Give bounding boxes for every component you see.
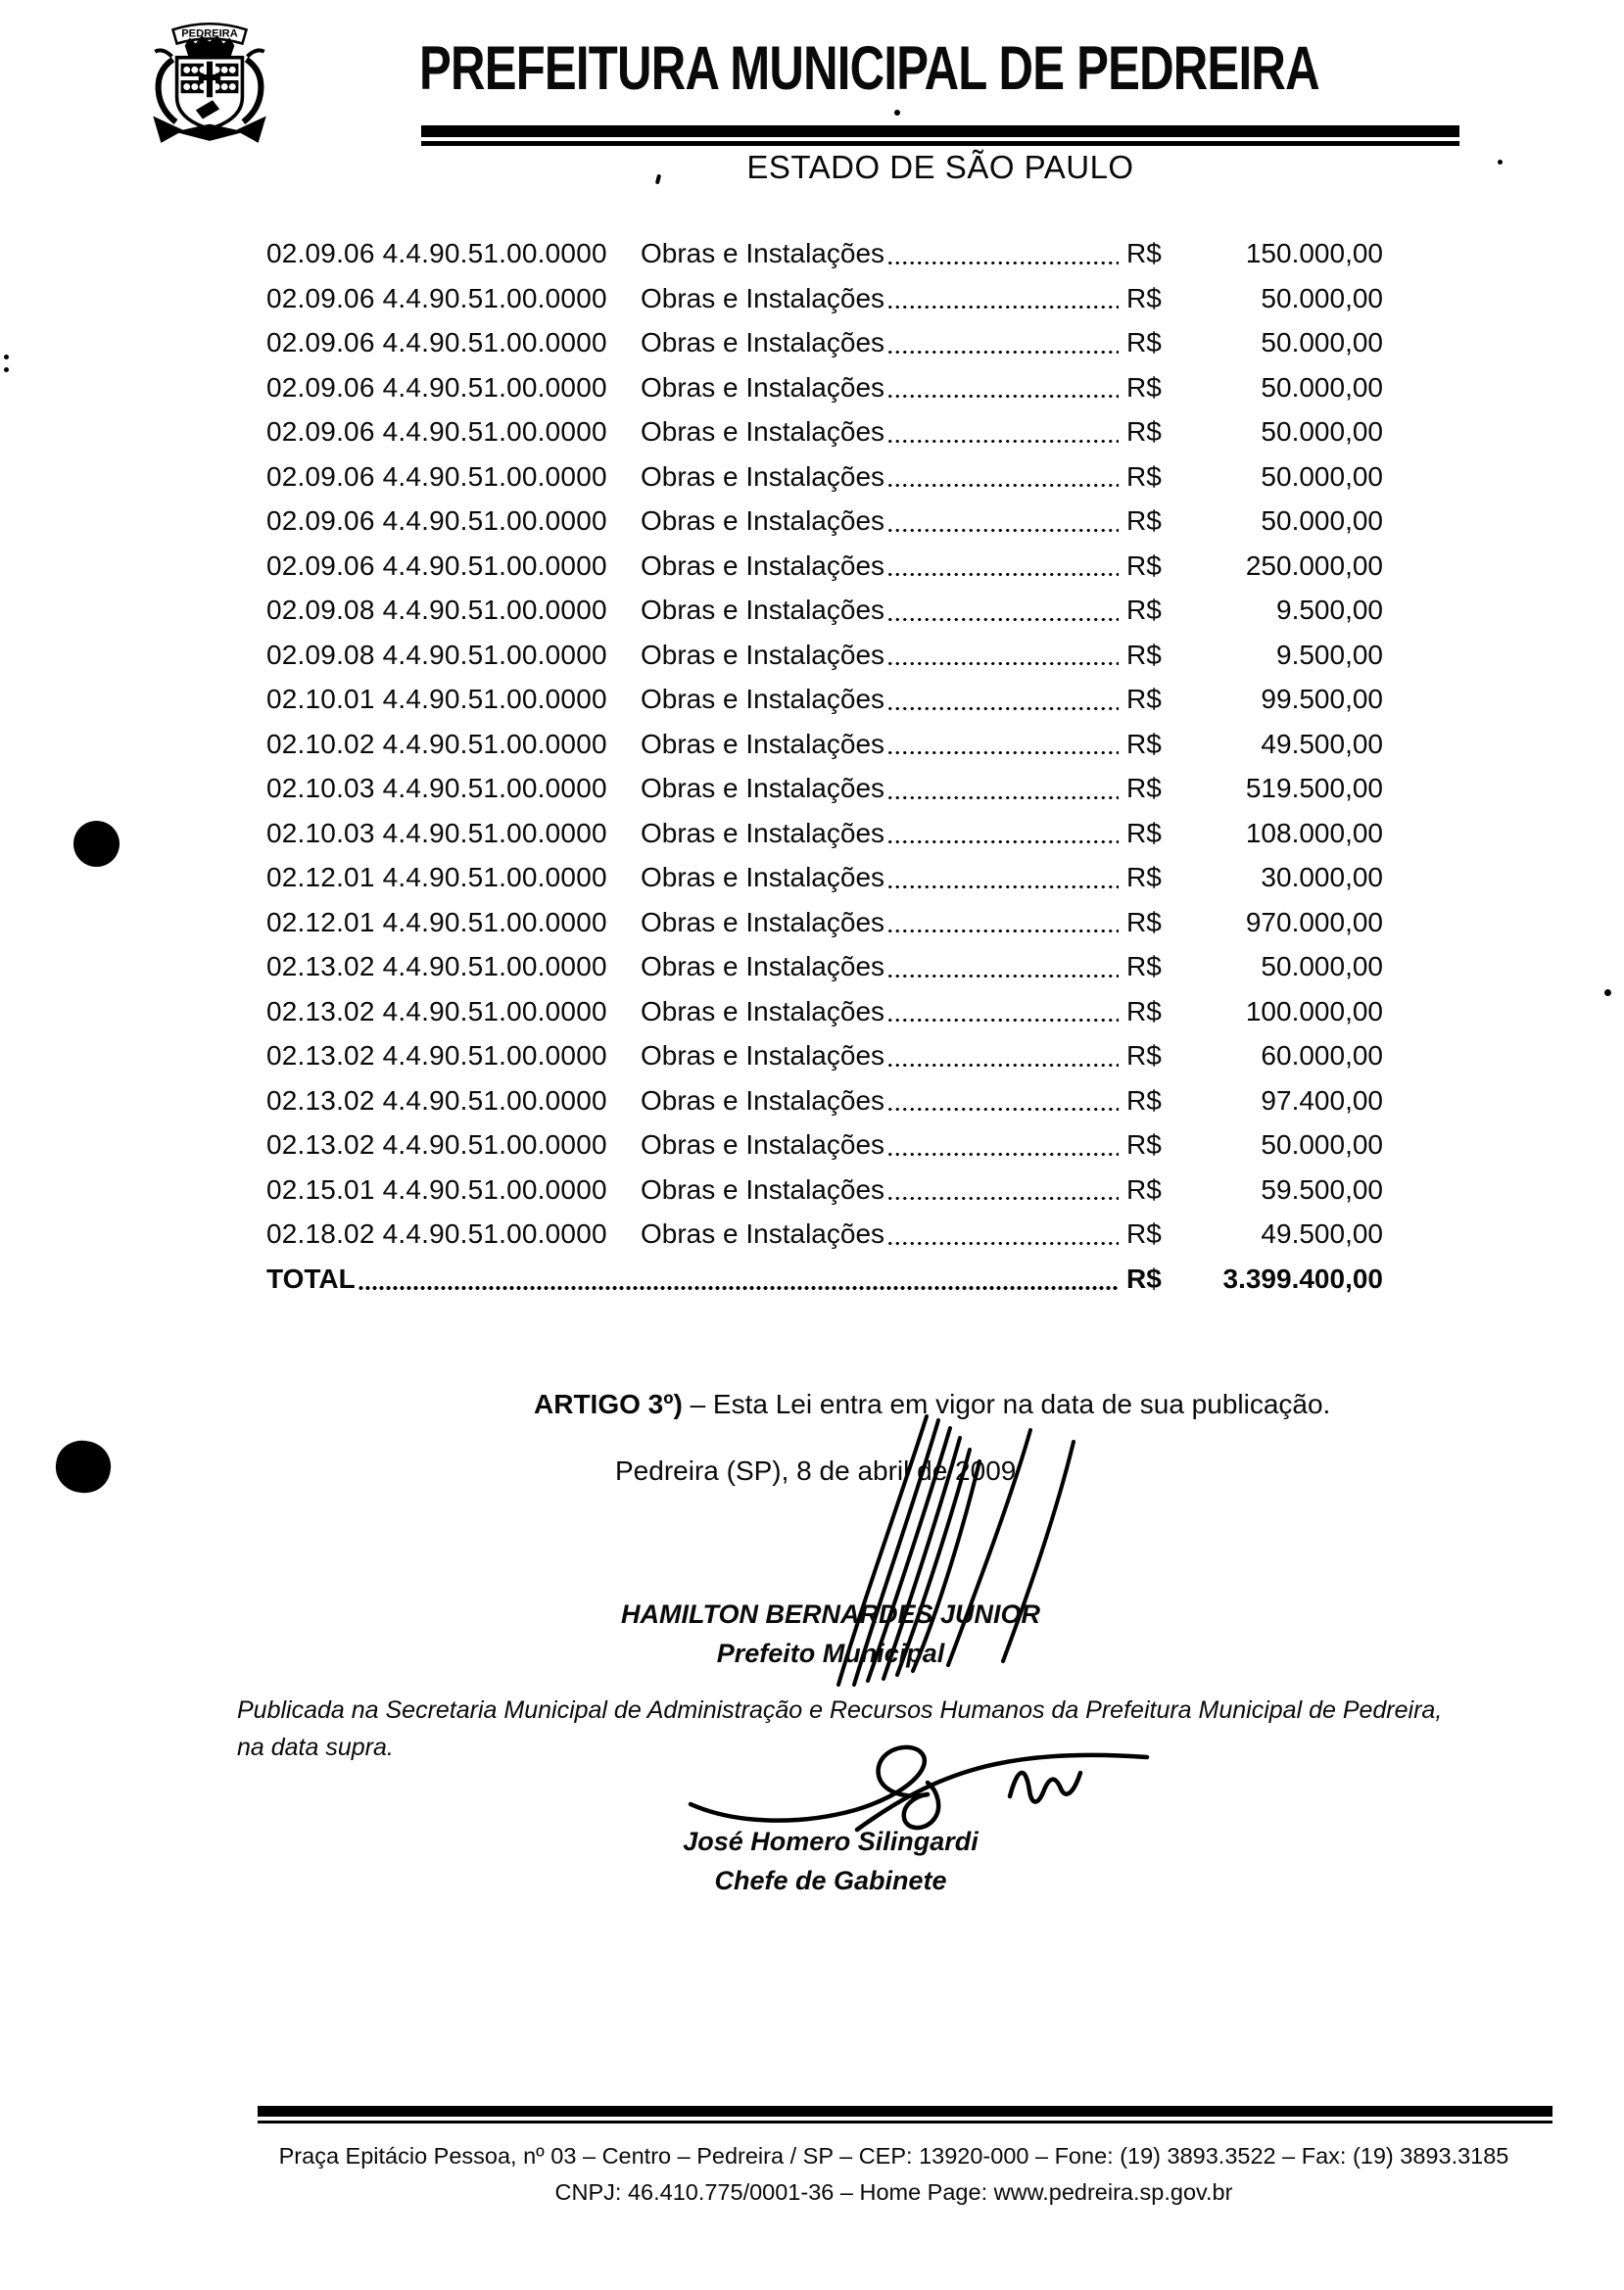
description-cell [641,722,1126,767]
dot-leader [886,572,1119,577]
dot-leader [886,1152,1119,1157]
dot-leader [886,439,1119,444]
dot-leader [886,1196,1119,1201]
table-row [266,454,1383,500]
dot-leader [886,528,1119,533]
amount-cell: 9.500,00 [1276,595,1383,625]
budget-code-cell: 02.13.02 4.4.90.51.00.0000 [266,951,607,981]
publication-note-line1: Publicada na Secretaria Municipal de Administração e Recursos Humanos da Prefeitura Municipal de Pedreira, [237,1696,1443,1724]
total-label: TOTAL [266,1263,356,1294]
description-text: Obras e Instalações [641,460,885,492]
table-row [266,1122,1383,1168]
table-row [266,409,1383,454]
currency-label: R$ [1126,817,1162,848]
currency-label: R$ [1126,728,1162,759]
description-text: Obras e Instalações [641,549,885,581]
description-text: Obras e Instalações [641,371,885,403]
emblem-curl-left [155,50,171,56]
description-cell [641,499,1126,544]
dot-leader [886,929,1119,933]
scan-speck [1604,989,1611,996]
dot-leader [886,305,1119,310]
description-text: Obras e Instalações [641,906,885,937]
table-row [266,499,1383,544]
total-amount: 3.399.400,00 [1222,1263,1383,1294]
table-row [266,855,1383,900]
description-cell [641,1078,1126,1123]
description-text: Obras e Instalações [641,1173,885,1205]
description-text: Obras e Instalações [641,951,885,981]
dot-leader [886,706,1119,711]
table-row [266,320,1383,365]
table-row [266,900,1383,945]
table-row [266,1212,1383,1257]
signer1-name: HAMILTON BERNARDES JUNIOR [620,1599,1041,1629]
description-cell [641,276,1126,321]
description-text: Obras e Instalações [641,728,885,759]
currency-label: R$ [1126,505,1162,536]
currency-label: R$ [1126,773,1162,803]
amount-cell: 250.000,00 [1245,549,1383,581]
description-text: Obras e Instalações [641,995,885,1026]
currency-label: R$ [1126,906,1162,937]
dot-leader [886,1241,1119,1246]
description-cell [641,811,1126,856]
footer-divider-thin-bar [258,2121,1552,2123]
description-cell [641,231,1126,276]
budget-code-cell: 02.12.01 4.4.90.51.00.0000 [266,906,607,937]
dot-leader [886,884,1119,889]
currency-label: R$ [1126,951,1162,981]
emblem-supporter-left [159,60,176,122]
dot-leader [886,750,1119,755]
document-subtitle: ESTADO DE SÃO PAULO [746,149,1134,185]
currency-label: R$ [1126,595,1162,625]
description-text: Obras e Instalações [641,1040,885,1071]
description-cell [641,1122,1126,1168]
hole-punch-mark [52,1437,115,1497]
description-cell [641,320,1126,365]
amount-cell: 30.000,00 [1261,862,1383,892]
currency-label: R$ [1126,549,1162,581]
amount-cell: 50.000,00 [1261,1129,1383,1160]
budget-code-cell: 02.15.01 4.4.90.51.00.0000 [266,1173,607,1205]
amount-cell: 50.000,00 [1261,282,1383,313]
budget-code-cell: 02.09.08 4.4.90.51.00.0000 [266,639,607,670]
dot-leader [886,350,1119,355]
table-row [266,811,1383,856]
budget-code-cell: 02.13.02 4.4.90.51.00.0000 [266,1084,607,1116]
hole-punch-mark [73,821,119,867]
amount-cell: 49.500,00 [1261,1218,1383,1249]
budget-code-cell: 02.09.06 4.4.90.51.00.0000 [266,282,607,313]
publication-note-line2: na data supra. [237,1734,394,1761]
amount-cell: 60.000,00 [1261,1040,1383,1071]
budget-code-cell: 02.09.06 4.4.90.51.00.0000 [266,549,607,581]
description-cell [641,1168,1126,1213]
table-row [266,722,1383,767]
scan-speck [1498,160,1503,165]
budget-code-cell: 02.09.06 4.4.90.51.00.0000 [266,460,607,492]
table-total-row [266,1257,1383,1302]
budget-code-cell: 02.13.02 4.4.90.51.00.0000 [266,1129,607,1160]
document-title: PREFEITURA MUNICIPAL DE PEDREIRA [419,34,1319,103]
budget-code-cell: 02.09.06 4.4.90.51.00.0000 [266,327,607,358]
description-text: Obras e Instalações [641,684,885,714]
table-row [266,588,1383,633]
description-cell [641,544,1126,589]
amount-cell: 99.500,00 [1261,684,1383,714]
amount-cell: 108.000,00 [1245,817,1383,848]
description-text: Obras e Instalações [641,817,885,848]
budget-table [266,231,1383,1301]
amount-cell: 50.000,00 [1261,416,1383,447]
budget-code-cell: 02.09.06 4.4.90.51.00.0000 [266,505,607,536]
description-cell [641,989,1126,1034]
article-label: ARTIGO 3º) [534,1389,683,1419]
table-row [266,544,1383,589]
signer1-role: Prefeito Municipal [716,1639,945,1668]
budget-code-cell: 02.10.01 4.4.90.51.00.0000 [266,684,607,714]
currency-label: R$ [1126,1040,1162,1071]
table-row [266,276,1383,321]
description-cell [641,365,1126,410]
currency-label: R$ [1126,371,1162,403]
table-row [266,633,1383,678]
budget-code-cell: 02.09.08 4.4.90.51.00.0000 [266,595,607,625]
signer2-name: José Homero Silingardi [683,1827,979,1856]
budget-code-cell: 02.09.06 4.4.90.51.00.0000 [266,416,607,447]
title-divider [421,125,1459,146]
description-text: Obras e Instalações [641,505,885,536]
table-row [266,1078,1383,1123]
dot-leader [886,1018,1119,1023]
dateline: Pedreira (SP), 8 de abril de 2009 [615,1455,1017,1486]
description-text: Obras e Instalações [641,282,885,313]
currency-label: R$ [1126,1129,1162,1160]
table-row [266,1168,1383,1213]
title-divider-thick-bar [421,125,1459,137]
dot-leader [886,261,1119,265]
dot-leader [886,1107,1119,1112]
table-row [266,231,1383,276]
scan-speck [894,110,900,116]
amount-cell: 9.500,00 [1276,639,1383,670]
currency-label: R$ [1126,416,1162,447]
footer-cnpj-line: CNPJ: 46.410.775/0001-36 – Home Page: www.pedreira.sp.gov.br [554,2179,1233,2205]
signature-block-mayor [605,1595,1056,1673]
description-cell [641,454,1126,500]
dot-leader [886,617,1119,622]
amount-cell: 50.000,00 [1261,505,1383,536]
budget-code-cell: 02.10.03 4.4.90.51.00.0000 [266,773,607,803]
dot-leader [886,795,1119,800]
description-text: Obras e Instalações [641,773,885,803]
currency-label: R$ [1126,1084,1162,1116]
currency-label: R$ [1126,639,1162,670]
amount-cell: 49.500,00 [1261,728,1383,759]
budget-code-cell: 02.10.03 4.4.90.51.00.0000 [266,817,607,848]
dot-leader [886,974,1119,978]
table-row [266,365,1383,410]
currency-label: R$ [1126,327,1162,358]
description-text: Obras e Instalações [641,639,885,670]
amount-cell: 97.400,00 [1261,1084,1383,1116]
currency-label: R$ [1126,238,1162,268]
table-row [266,944,1383,989]
signer2-role: Chefe de Gabinete [714,1866,947,1895]
dot-leader [886,483,1119,488]
description-cell [641,766,1126,811]
budget-code-cell: 02.18.02 4.4.90.51.00.0000 [266,1218,607,1249]
footer-address-line: Praça Epitácio Pessoa, nº 03 – Centro – Pedreira / SP – CEP: 13920-000 – Fone: (19) 3893.3522 – Fax: (19) 3893.3185 [278,2143,1509,2169]
dot-leader [886,394,1119,399]
signature-block-chief-of-staff [605,1822,1056,1900]
currency-label: R$ [1126,1218,1162,1249]
footer-divider-thick-bar [258,2106,1552,2117]
budget-code-cell: 02.13.02 4.4.90.51.00.0000 [266,1040,607,1071]
title-divider-thin-bar [421,141,1459,146]
dot-leader [886,1063,1119,1068]
currency-label: R$ [1126,684,1162,714]
footer-divider [258,2106,1552,2123]
description-cell [641,944,1126,989]
description-cell [641,855,1126,900]
description-text: Obras e Instalações [641,416,885,447]
budget-code-cell: 02.09.06 4.4.90.51.00.0000 [266,371,607,403]
amount-cell: 100.000,00 [1245,995,1383,1026]
description-text: Obras e Instalações [641,595,885,625]
table-row [266,766,1383,811]
coat-of-arms [135,14,284,145]
currency-label: R$ [1126,1173,1162,1205]
article-text: – Esta Lei entra em vigor na data de sua publicação. [690,1389,1331,1419]
amount-cell: 50.000,00 [1261,951,1383,981]
emblem-cross-horizontal [199,74,220,80]
dot-leader [886,839,1119,844]
description-cell [641,633,1126,678]
currency-label: R$ [1126,1263,1162,1294]
currency-label: R$ [1126,282,1162,313]
amount-cell: 50.000,00 [1261,371,1383,403]
amount-cell: 50.000,00 [1261,327,1383,358]
currency-label: R$ [1126,460,1162,492]
description-text: Obras e Instalações [641,862,885,892]
emblem-supporter-right [243,60,261,122]
description-text: Obras e Instalações [641,327,885,358]
description-cell [641,588,1126,633]
description-cell [641,900,1126,945]
footer-address-block [235,2138,1552,2211]
amount-cell: 50.000,00 [1261,460,1383,492]
emblem-banner-text: PEDREIRA [181,27,238,40]
currency-label: R$ [1126,995,1162,1026]
description-cell [641,1212,1126,1257]
emblem-curl-right [248,50,264,56]
table-row [266,677,1383,722]
budget-code-cell: 02.09.06 4.4.90.51.00.0000 [266,238,607,268]
amount-cell: 519.500,00 [1245,773,1383,803]
scan-speck [4,355,9,359]
description-text: Obras e Instalações [641,1218,885,1249]
description-text: Obras e Instalações [641,1129,885,1160]
amount-cell: 970.000,00 [1245,906,1383,937]
description-cell [641,677,1126,722]
currency-label: R$ [1126,862,1162,892]
budget-code-cell: 02.13.02 4.4.90.51.00.0000 [266,995,607,1026]
description-text: Obras e Instalações [641,1084,885,1116]
amount-cell: 59.500,00 [1261,1173,1383,1205]
description-cell [641,1033,1126,1078]
dot-leader [886,661,1119,666]
description-text: Obras e Instalações [641,238,885,268]
budget-code-cell: 02.12.01 4.4.90.51.00.0000 [266,862,607,892]
amount-cell: 150.000,00 [1245,238,1383,268]
table-row [266,1033,1383,1078]
description-cell [641,409,1126,454]
table-row [266,989,1383,1034]
budget-code-cell: 02.10.02 4.4.90.51.00.0000 [266,728,607,759]
dot-leader [358,1285,1119,1291]
